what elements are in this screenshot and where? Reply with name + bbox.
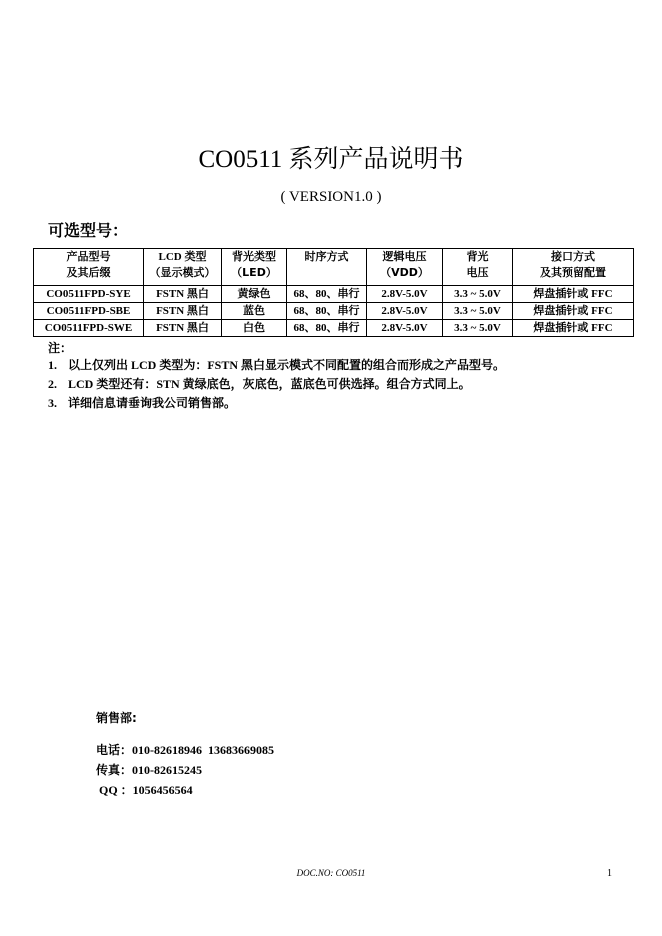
sales-title: 销售部: <box>96 711 137 725</box>
header-model: 产品型号 及其后缀 <box>34 249 144 286</box>
cell-logic-voltage: 2.8V-5.0V <box>367 320 443 337</box>
table-row <box>34 286 634 303</box>
cell-model: CO0511FPD-SYE <box>34 286 144 303</box>
notes-section <box>48 340 505 413</box>
cell-lcd-type: FSTN 黑白 <box>144 286 222 303</box>
cell-model: CO0511FPD-SBE <box>34 303 144 320</box>
header-lcd-type: LCD 类型 （显示模式） <box>144 249 222 286</box>
note-item: 1. 以上仅列出 LCD 类型为：FSTN 黑白显示模式不同配置的组合而形成之产品型号。 <box>48 358 506 372</box>
cell-lcd-type: FSTN 黑白 <box>144 303 222 320</box>
note-item: 3. 详细信息请垂询我公司销售部。 <box>48 396 237 410</box>
cell-interface: 焊盘插针或 FFC <box>513 286 634 303</box>
cell-backlight-type: 白色 <box>222 320 287 337</box>
sales-contact <box>96 709 274 800</box>
document-title: CO0511 系列产品说明书 <box>198 146 464 173</box>
cell-model: CO0511FPD-SWE <box>34 320 144 337</box>
cell-timing: 68、80、串行 <box>287 320 367 337</box>
version-label: ( VERSION1.0 ) <box>280 189 382 205</box>
cell-backlight-type: 蓝色 <box>222 303 287 320</box>
cell-backlight-type: 黄绿色 <box>222 286 287 303</box>
cell-interface: 焊盘插针或 FFC <box>513 303 634 320</box>
header-backlight-voltage: 背光 电压 <box>443 249 513 286</box>
note-item: 2. LCD 类型还有：STN 黄绿底色，灰底色，蓝底色可供选择。组合方式同上。 <box>48 377 471 391</box>
fax-line: 传真：010-82615245 <box>96 763 202 777</box>
cell-timing: 68、80、串行 <box>287 286 367 303</box>
cell-logic-voltage: 2.8V-5.0V <box>367 303 443 320</box>
cell-interface: 焊盘插针或 FFC <box>513 320 634 337</box>
cell-lcd-type: FSTN 黑白 <box>144 320 222 337</box>
header-logic-voltage: 逻辑电压 （VDD） <box>367 249 443 286</box>
phone-line: 电话：010-82618946 13683669085 <box>96 743 274 757</box>
cell-backlight-voltage: 3.3 ~ 5.0V <box>443 303 513 320</box>
section-heading: 可选型号： <box>48 221 129 240</box>
table-header-row <box>34 249 634 286</box>
table-row <box>34 320 634 337</box>
header-interface: 接口方式 及其预留配置 <box>513 249 634 286</box>
qq-line: QQ ：1056456564 <box>96 783 193 797</box>
cell-backlight-voltage: 3.3 ~ 5.0V <box>443 286 513 303</box>
header-backlight-type: 背光类型 （LED） <box>222 249 287 286</box>
cell-timing: 68、80、串行 <box>287 303 367 320</box>
cell-logic-voltage: 2.8V-5.0V <box>367 286 443 303</box>
header-timing: 时序方式 <box>287 249 367 286</box>
notes-title: 注： <box>48 341 73 355</box>
page-number: 1 <box>607 868 612 879</box>
cell-backlight-voltage: 3.3 ~ 5.0V <box>443 320 513 337</box>
doc-number: DOC.NO: CO0511 <box>296 868 366 878</box>
model-table <box>33 248 634 337</box>
table-row <box>34 303 634 320</box>
